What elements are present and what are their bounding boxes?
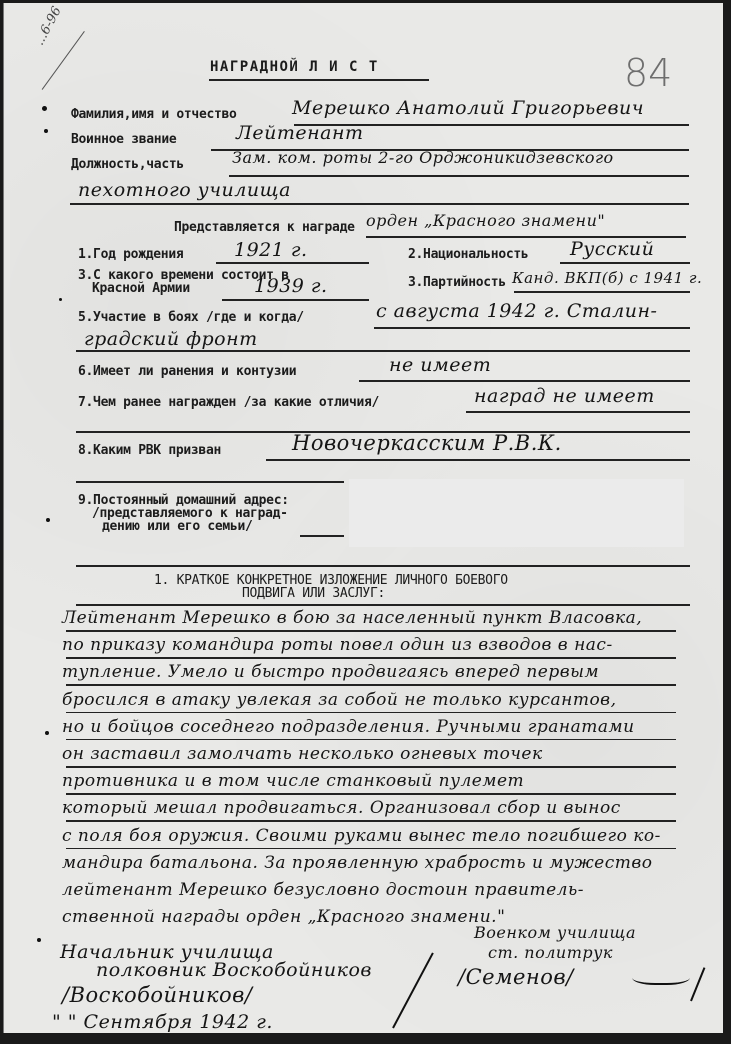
position-value-2: пехотного училища [78,179,291,201]
sig-right-scribble [632,967,690,985]
sig-left-name: /Воскобойников/ [62,983,253,1007]
citation-underline [66,739,676,741]
section-heading-1: 1. КРАТКОЕ КОНКРЕТНОЕ ИЗЛОЖЕНИЕ ЛИЧНОГО БОЕВОГО [154,573,508,588]
award-sheet [3,3,723,1033]
wounds-value: не имеет [389,354,492,376]
citation-line: Лейтенант Мерешко в бою за населенный пункт Власовка, [62,608,643,628]
rvk-value: Новочеркасским Р.В.К. [292,431,562,455]
sig-left-rank: полковник Воскобойников [96,959,372,981]
party-underline [514,291,690,293]
citation-line: по приказу командира роты повел один из взводов в нас- [62,635,613,656]
army-since-label-2: Красной Армии [92,281,190,296]
redacted-address-box [349,479,684,547]
margin-dot [44,129,48,133]
sig-left-stroke [392,952,434,1028]
combat-underline-2 [76,350,690,352]
birth-year-label: 1.Год рождения [78,247,184,262]
section-bottom-rule [76,604,690,606]
citation-underline [66,630,676,632]
sig-left-title: Начальник училища [60,941,274,963]
prev-awards-value: наград не имеет [474,385,655,407]
citation-underline [66,848,676,850]
page-title: НАГРАДНОЙ Л И С Т [210,59,379,75]
citation-line: мандира батальона. За проявленную храбрость и мужество [62,852,653,873]
archive-number: 84 [624,51,673,95]
birth-year-underline [216,262,369,264]
sig-right-name: /Семенов/ [458,965,574,989]
rvk-label: 8.Каким РВК призван [78,443,222,458]
sig-right-title: Военком училища [474,923,637,942]
army-since-label-1: 3.С какого времени состоит в [78,268,289,283]
position-value-1: Зам. ком. роты 2-го Орджоникидзевского [232,148,614,167]
citation-line: который мешал продвигаться. Организовал сбор и вынос [62,798,621,819]
address-underline-top [76,481,344,483]
margin-dot [45,731,49,735]
wounds-label: 6.Имеет ли ранения и контузии [78,364,297,379]
combat-label: 5.Участие в боях /где и когда/ [78,310,304,325]
address-label-1: 9.Постоянный домашний адрес: [78,493,289,508]
fio-value: Мерешко Анатолий Григорьевич [292,97,645,119]
citation-line: бросился в атаку увлекая за собой не только курсантов, [62,689,617,710]
rank-value: Лейтенант [236,122,364,144]
citation-underline [66,793,676,795]
prev-awards-label: 7.Чем ранее награжден /за какие отличия/ [78,395,380,410]
combat-value-1: с августа 1942 г. Сталин- [376,300,658,322]
address-label-2: /представляемого к наград- [92,506,288,521]
prev-awards-underline [466,411,690,413]
party-value: Канд. ВКП(б) с 1941 г. [512,269,703,287]
address-label-3: дению или его семьи/ [102,519,253,534]
nationality-value: Русский [570,238,655,260]
citation-line: противника и в том числе станковый пулемет [62,771,525,792]
fio-label: Фамилия,имя и отчество [71,107,237,122]
party-label: 3.Партийность [408,275,506,290]
citation-underline [66,712,676,714]
citation-line: лейтенант Мерешко безусловно достоин правитель- [62,880,585,900]
birth-year-value: 1921 г. [234,239,308,261]
title-underline [209,79,429,81]
combat-underline-1 [374,327,690,329]
citation-underline [66,766,676,768]
margin-dot [59,298,62,301]
rvk-underline [266,459,690,461]
award-label: Представляется к награде [174,220,355,235]
nationality-underline [560,262,690,264]
position-underline-1 [229,175,689,177]
award-value: орден „Красного знамени" [366,211,606,230]
combat-value-2: градский фронт [84,328,258,350]
margin-dot [37,938,41,942]
position-label: Должность,часть [71,157,184,172]
citation-line: тупление. Умело и быстро продвигаясь вперед первым [62,662,600,683]
citation-underline [66,657,676,659]
sig-right-stroke [690,967,705,1001]
section-top-rule [76,565,690,567]
citation-line: ственной награды орден „Красного знамени." [62,907,506,928]
army-since-underline [222,299,369,301]
citation-underline [66,684,676,686]
corner-note: ...6-96 [32,4,65,49]
army-since-value: 1939 г. [254,275,328,297]
margin-dot [46,518,50,522]
address-underline [300,535,344,537]
section-heading-2: ПОДВИГА ИЛИ ЗАСЛУГ: [242,586,386,601]
nationality-label: 2.Национальность [408,247,529,262]
sig-right-rank: ст. политрук [488,943,613,962]
margin-dot [42,106,47,111]
citation-underline [66,820,676,822]
citation-line: но и бойцов соседнего подразделения. Ручными гранатами [62,716,635,737]
citation-line: с поля боя оружия. Своими руками вынес тело погибшего ко- [62,825,661,846]
rank-label: Воинное звание [71,132,177,147]
sig-date: " " Сентября 1942 г. [52,1011,273,1033]
position-underline-2 [70,203,689,205]
wounds-underline [359,380,690,382]
citation-line: он заставил замолчать несколько огневых точек [62,744,543,764]
